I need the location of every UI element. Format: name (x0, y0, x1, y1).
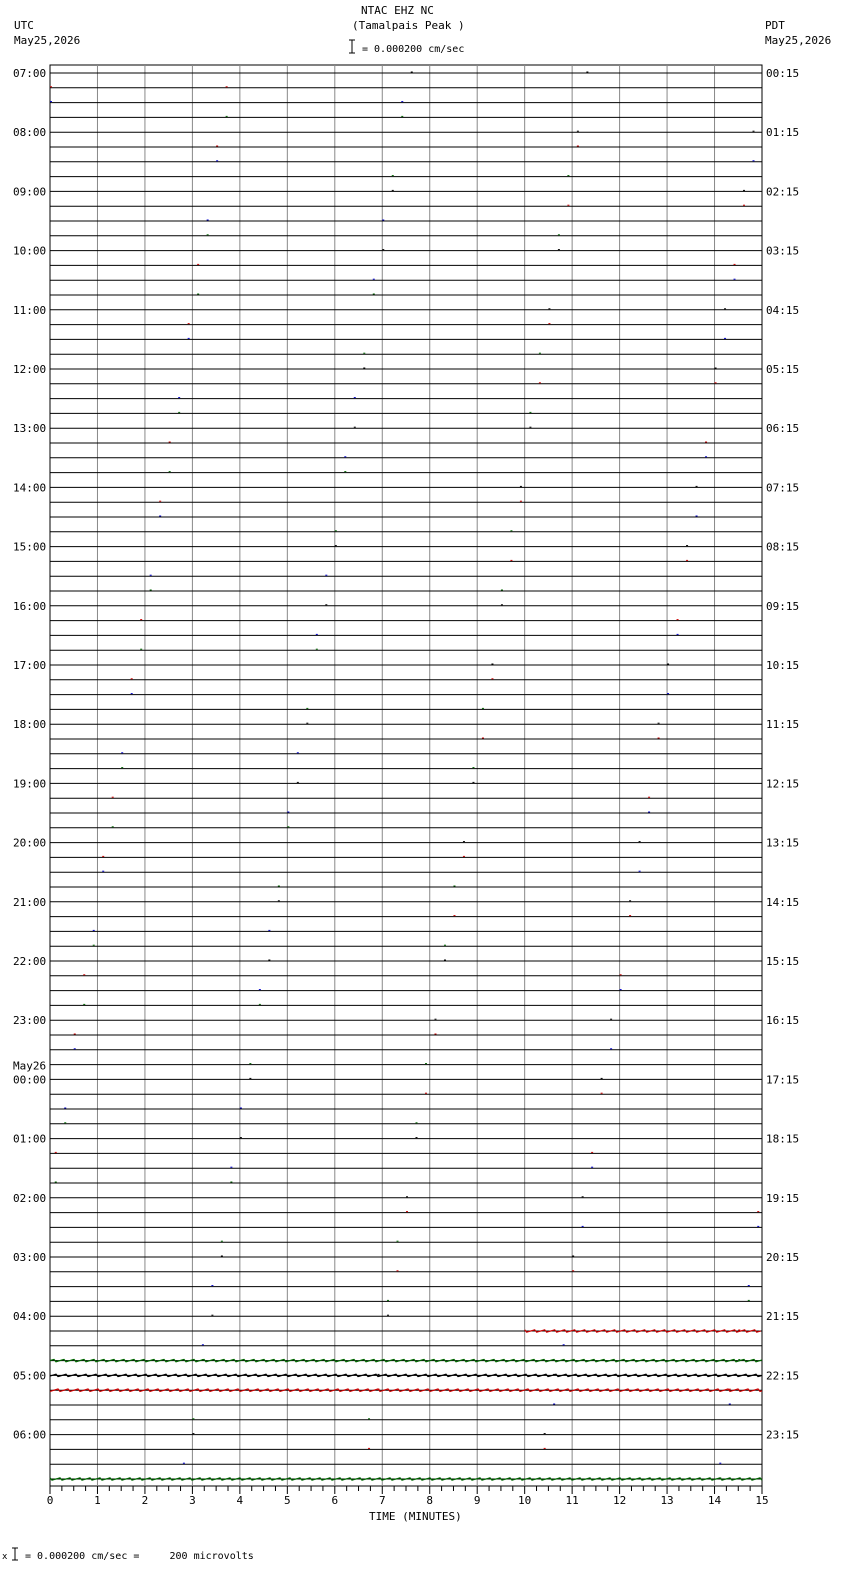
utc-time-label: 11:00 (13, 303, 47, 317)
x-tick-label: 5 (284, 1494, 291, 1507)
utc-time-label: 18:00 (13, 718, 47, 732)
pdt-time-label: 18:15 (766, 1132, 800, 1146)
utc-time-label: 01:00 (13, 1132, 47, 1146)
utc-time-label: 19:00 (13, 777, 47, 791)
utc-time-label: 23:00 (13, 1014, 47, 1028)
x-axis (47, 1486, 769, 1507)
pdt-time-label: 02:15 (766, 185, 800, 199)
x-tick-label: 1 (94, 1494, 101, 1507)
station-title: NTAC EHZ NC (361, 4, 434, 17)
utc-time-label: 07:00 (13, 67, 47, 80)
utc-time-label: 17:00 (13, 659, 47, 672)
utc-time-label: 00:00 (13, 1073, 47, 1087)
site-title: (Tamalpais Peak ) (352, 19, 465, 32)
x-tick-label: 4 (236, 1494, 244, 1507)
utc-time-label: 02:00 (13, 1191, 47, 1205)
pdt-time-label: 17:15 (766, 1073, 800, 1087)
utc-time-label: 10:00 (13, 244, 47, 258)
x-tick-label: 11 (565, 1494, 579, 1507)
pdt-time-label: 00:15 (766, 67, 800, 80)
right-zone-label: PDT (765, 19, 785, 32)
pdt-time-label: 15:15 (766, 955, 800, 968)
pdt-time-label: 03:15 (766, 244, 800, 258)
pdt-time-label: 20:15 (766, 1251, 800, 1264)
x-tick-label: 10 (518, 1494, 532, 1507)
utc-date-label: May26 (13, 1059, 47, 1073)
right-date-label: May25,2026 (765, 34, 832, 47)
plot-grid (50, 65, 762, 1486)
pdt-time-label: 05:15 (766, 363, 800, 376)
x-tick-label: 3 (189, 1494, 196, 1507)
pdt-time-label: 10:15 (766, 659, 800, 672)
footer-prefix: x (2, 1552, 8, 1562)
x-tick-label: 2 (141, 1494, 149, 1507)
utc-time-label: 08:00 (13, 126, 47, 140)
utc-time-label: 13:00 (13, 422, 47, 436)
pdt-time-label: 13:15 (766, 836, 800, 850)
utc-time-label: 03:00 (13, 1251, 47, 1264)
pdt-time-label: 19:15 (766, 1191, 800, 1205)
pdt-time-label: 01:15 (766, 126, 800, 140)
x-tick-label: 12 (612, 1494, 627, 1507)
pdt-time-label: 22:15 (766, 1369, 800, 1383)
x-tick-label: 14 (707, 1494, 722, 1507)
scale-bar-icon (349, 40, 355, 53)
utc-time-label: 21:00 (13, 895, 47, 909)
utc-time-label: 14:00 (13, 481, 47, 495)
noisy-trace-segment (50, 1478, 762, 1480)
pdt-time-label: 14:15 (766, 895, 800, 909)
pdt-time-label: 12:15 (766, 777, 800, 791)
utc-time-label: 12:00 (13, 363, 47, 376)
pdt-time-label: 21:15 (766, 1310, 800, 1324)
pdt-time-label: 04:15 (766, 303, 800, 317)
left-zone-label: UTC (14, 19, 34, 32)
plot-frame (50, 65, 762, 1486)
pdt-time-label: 09:15 (766, 599, 800, 613)
utc-time-label: 20:00 (13, 836, 47, 850)
pdt-time-label: 11:15 (766, 718, 800, 732)
utc-time-label: 15:00 (13, 540, 47, 554)
x-tick-label: 15 (755, 1494, 769, 1507)
trace-lines (50, 72, 762, 1479)
scale-label: = 0.000200 cm/sec (362, 44, 465, 55)
x-tick-label: 7 (378, 1494, 386, 1507)
x-axis-title: TIME (MINUTES) (369, 1510, 462, 1523)
left-date-label: May25,2026 (14, 34, 81, 47)
pdt-time-label: 23:15 (766, 1428, 800, 1442)
footer-scale-bar-icon (12, 1548, 18, 1560)
utc-time-label: 22:00 (13, 955, 47, 968)
utc-time-label: 09:00 (13, 185, 47, 199)
footer-scale-note: = 0.000200 cm/sec = 200 microvolts (25, 1551, 254, 1562)
x-tick-label: 8 (426, 1494, 434, 1507)
x-tick-label: 0 (46, 1494, 54, 1507)
utc-time-label: 16:00 (13, 599, 47, 613)
utc-time-label: 04:00 (13, 1310, 47, 1324)
x-tick-label: 6 (331, 1494, 339, 1507)
pdt-time-label: 08:15 (766, 540, 800, 554)
pdt-time-label: 07:15 (766, 481, 800, 495)
x-tick-label: 9 (473, 1494, 481, 1507)
pdt-time-label: 06:15 (766, 422, 800, 436)
pdt-time-label: 16:15 (766, 1014, 800, 1028)
utc-time-label: 05:00 (13, 1369, 47, 1383)
x-tick-label: 13 (660, 1494, 674, 1507)
utc-time-label: 06:00 (13, 1428, 47, 1442)
noisy-trace-segment (525, 1330, 761, 1332)
